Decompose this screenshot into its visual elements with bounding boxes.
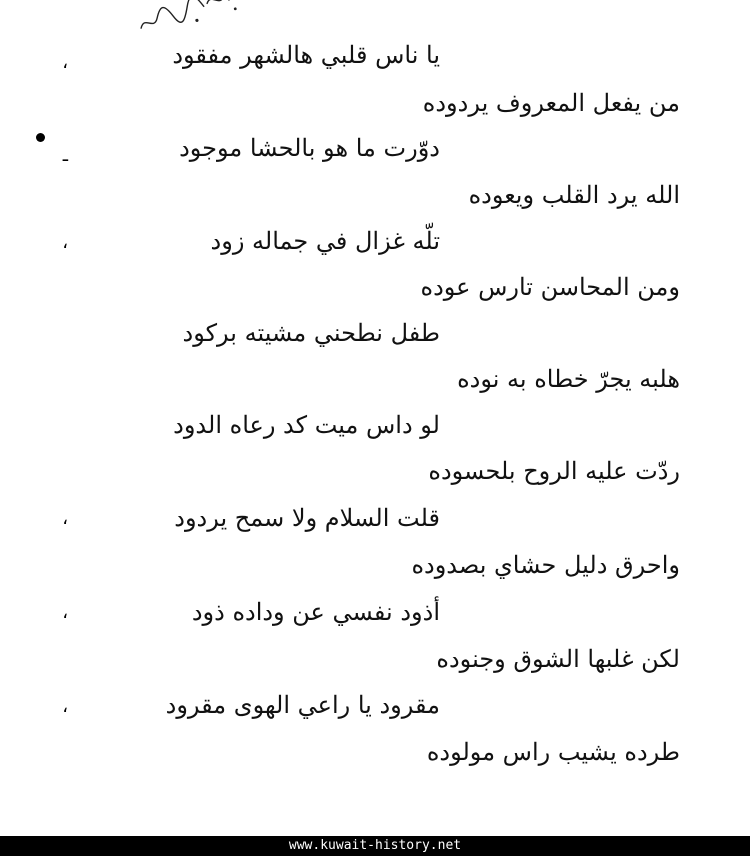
- handwritten-annotation: [130, 0, 296, 43]
- poem-line-13: أذود نفسي عن وداده ذود: [191, 598, 440, 626]
- poem-line-2: من يفعل المعروف يردوده: [422, 89, 680, 117]
- verse-mark: ،: [62, 52, 68, 73]
- verse-mark: ،: [62, 602, 68, 623]
- poem-line-4: الله يرد القلب ويعوده: [468, 181, 680, 209]
- verse-mark: ،: [62, 232, 68, 253]
- site-footer-url: www.kuwait-history.net: [0, 836, 750, 856]
- bullet-dot: [36, 133, 45, 142]
- poem-line-3: دوّرت ما هو بالحشا موجود: [179, 134, 440, 162]
- poem-line-7: طفل نطحني مشيته بركود: [182, 319, 440, 347]
- verse-mark: ،: [62, 508, 68, 529]
- poem-line-1: يا ناس قلبي هالشهر مفقود: [172, 41, 440, 69]
- poem-line-12: واحرق دليل حشاي بصدوده: [411, 551, 680, 579]
- poem-line-14: لكن غلبها الشوق وجنوده: [436, 645, 680, 673]
- poem-line-8: هلبه يجرّ خطاه به نوده: [457, 365, 680, 393]
- poem-line-6: ومن المحاسن تارس عوده: [420, 273, 680, 301]
- verse-mark: ـ: [62, 145, 68, 166]
- poem-line-5: تلّه غزال في جماله زود: [210, 227, 440, 255]
- poem-line-15: مقرود يا راعي الهوى مقرود: [165, 691, 440, 719]
- handwriting-scribble: [130, 0, 296, 43]
- poem-line-11: قلت السلام ولا سمح يردود: [174, 504, 440, 532]
- poem-line-9: لو داس ميت كد رعاه الدود: [173, 411, 440, 439]
- poem-line-10: ردّت عليه الروح بلحسوده: [428, 457, 680, 485]
- poem-line-16: طرده يشيب راس مولوده: [426, 738, 680, 766]
- verse-mark: ،: [62, 696, 68, 717]
